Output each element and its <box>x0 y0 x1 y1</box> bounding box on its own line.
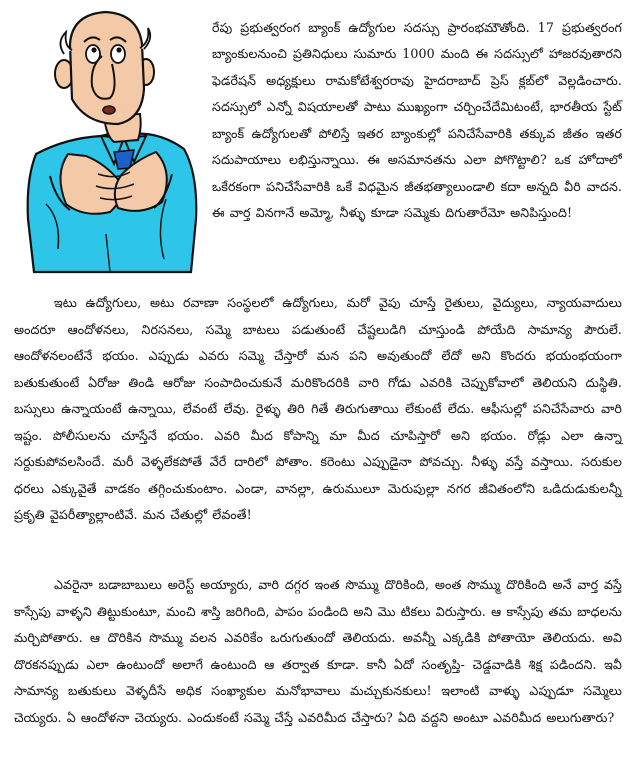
paragraph-second-text: ఇటు ఉద్యోగులు, అటు రవాణా సంస్థలలో ఉద్యోగులు, మరో వైపు చూస్తే రైతులు, వైద్యులు, న్యాయవాదులు అందరూ ఆందోళనలు, నిరసనలు, సమ్మె బాటలు పడుతుంటే చేష్టలుడిగి చూస్తుండి పోయేది సామాన్య పౌరులే. ఆందోళనలంటేనే భయం. ఎప్పుడు ఎవరు సమ్మె చేస్తారో మన పని అవుతుందో లేదో అని కొందరు భయంభయంగా బతుకుతుంటే ఏరోజు తిండి ఆరోజు సంపాదించుకునే మరికొందరికి వారి గోడు ఎవరికి చెప్పుకోవాలో తెలియని దుస్థితి. బస్సులు ఉన్నాయంటే ఉన్నాయి, లేవంటే లేవు. రైళ్ళు తిరి గితే తిరుగుతాయి లేకుంటే లేదు. ఆఫీసుల్లో పనిచేసేవారు వారి ఇష్టం. పోలీసులను చూస్తేనే భయం. ఎవరి మీద కోపాన్ని మా మీద చూపిస్తారో అని భయం. రోడ్లు ఎలా ఉన్నా సర్దుకుపోవలసిందే. మరీ వెళ్ళలేకపోతే వేరే దారిలో పోతాం. కరెంటు ఎప్పుడైనా పోవచ్చు. నీళ్ళు వస్తే వస్తాయి. సరుకుల ధరలు ఎక్కువైతే వాడకం తగ్గించుకుంటాం. ఎండా, వానల్లా, ఉరుములూ మెరుపుల్లా నగర జీవితంలోని ఒడిదుడుకులన్నీ ప్రకృతి వైపరీత్యాల్లాంటివే. మన చేతుల్లో లేవంతే! <box>14 295 622 522</box>
paragraph-third <box>14 572 622 731</box>
paragraph-intro: రేపు ప్రభుత్వరంగ బ్యాంక్ ఉద్యోగుల సదస్సు ప్రారంభమౌతోంది. 17 ప్రభుత్వరంగ బ్యాంకులనుంచి ప్రతినిధులు సుమారు 1000 మంది ఈ సదస్సులో హాజరవుతారని ఫెడరేషన్ అధ్యక్షులు రామకోటేశ్వరరావు హైదరాబాద్ ప్రెస్ క్లబ్‌లో వెల్లడించారు. సదస్సులో ఎన్నో విషయాలతో పాటు ముఖ్యంగా చర్చించేదేమిటంటే, భారతీయ స్టేట్ బ్యాంక్ ఉద్యోగులతో పోలిస్తే ఇతర బ్యాంకుల్లో పనిచేసేవారికి తక్కువ జీతం ఇతర సదుపాయాలు లభిస్తున్నాయి. ఈ అసమానతను ఎలా పోగొట్టాలి? ఒక హోదాలో ఒకేరకంగా పనిచేసేవారికి ఒకే విధమైన జీతభత్యాలుండాలి కదా అన్నది వీరి వాదన. ఈ వార్త వినగానే అమ్మో, నీళ్ళు కూడా సమ్మెకు దిగుతారేమో అనిపిస్తుంది! <box>212 19 622 221</box>
worried-man-cartoon-icon <box>6 4 204 276</box>
paragraph-second <box>14 290 622 529</box>
paragraph-third-text: ఎవరైనా బడాబాబులు అరెస్ట్ అయ్యారు, వారి దగ్గర ఇంత సొమ్ము దొరికింది, అంత సొమ్ము దొరికింది అనే వార్త వస్తే కాస్సేపు వాళ్ళని తిట్టుకుంటూ, మంచి శాస్తి జరిగింది, పాపం పండింది అని మొ టికలు విరుస్తారు. ఆ కాస్సేపు తమ బాధలను మర్చిపోతారు. ఆ దొరికిన సొమ్ము వలన ఎవరికేం ఒరుగుతుందో తెలియదు. అవన్నీ ఎక్కడికి పోతాయో తెలియదు. అవి దొరకనప్పుడు ఎలా ఉంటుందో అలాగే ఉంటుంది ఆ తర్వాత కూడా. కానీ ఏదో సంతృప్తి- చెడ్డవాడికి శిక్ష పడిందని. ఇవీ సామాన్య బతుకులు వెళ్ళదీసే అధిక సంఖ్యాకుల మనోభావాలు మచ్చుకునకులు! ఇలాంటి వాళ్ళు ఎప్పుడూ సమ్మెలు చెయ్యరు. ఏ ఆందోళనా చెయ్యరు. ఎందుకంటే సమ్మె చేస్తే ఎవరిమీద చేస్తారు? ఏది వద్దని అంటూ ఎవరిమీద అలుగుతారు? <box>14 577 622 725</box>
